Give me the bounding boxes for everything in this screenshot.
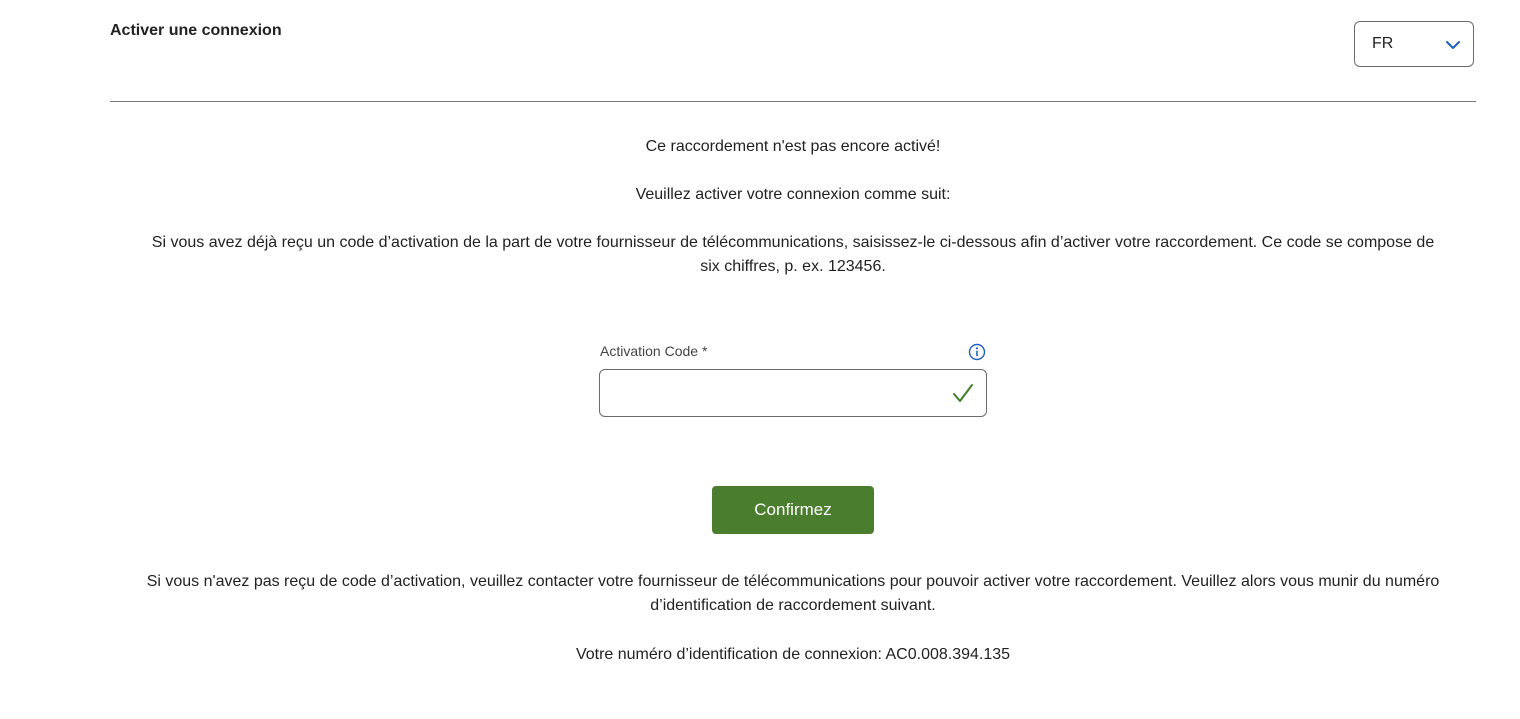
language-select-value: FR [1372, 35, 1394, 52]
confirm-button[interactable]: Confirmez [712, 486, 874, 534]
header-divider [110, 101, 1476, 102]
page-title: Activer une connexion [110, 22, 282, 39]
no-code-message: Si vous n'avez pas reçu de code d’activation, veuillez contacter votre fournisseur de télécommunications pour pouvoir activer votre raccordement. Veuillez alors vous munir du numéro d’identification de raccordement suivant. [146, 573, 1440, 614]
instruction-message: Veuillez activer votre connexion comme suit: [635, 186, 951, 203]
activation-code-input[interactable] [610, 378, 934, 410]
description-message: Si vous avez déjà reçu un code d’activation de la part de votre fournisseur de télécommunications, saisissez-le ci-dessous afin d’activer votre raccordement. Ce code se compose de six chiffres, p. ex. 123456. [151, 234, 1435, 275]
status-message: Ce raccordement n'est pas encore activé! [645, 138, 941, 155]
checkmark-icon [952, 382, 974, 404]
activation-code-field[interactable] [599, 369, 987, 417]
language-select[interactable] [1354, 21, 1474, 67]
activation-code-label: Activation Code * [600, 343, 708, 359]
connection-id-text: Votre numéro d’identification de connexion: AC0.008.394.135 [575, 646, 1011, 663]
chevron-down-icon [1445, 39, 1461, 51]
info-icon[interactable] [968, 343, 986, 361]
